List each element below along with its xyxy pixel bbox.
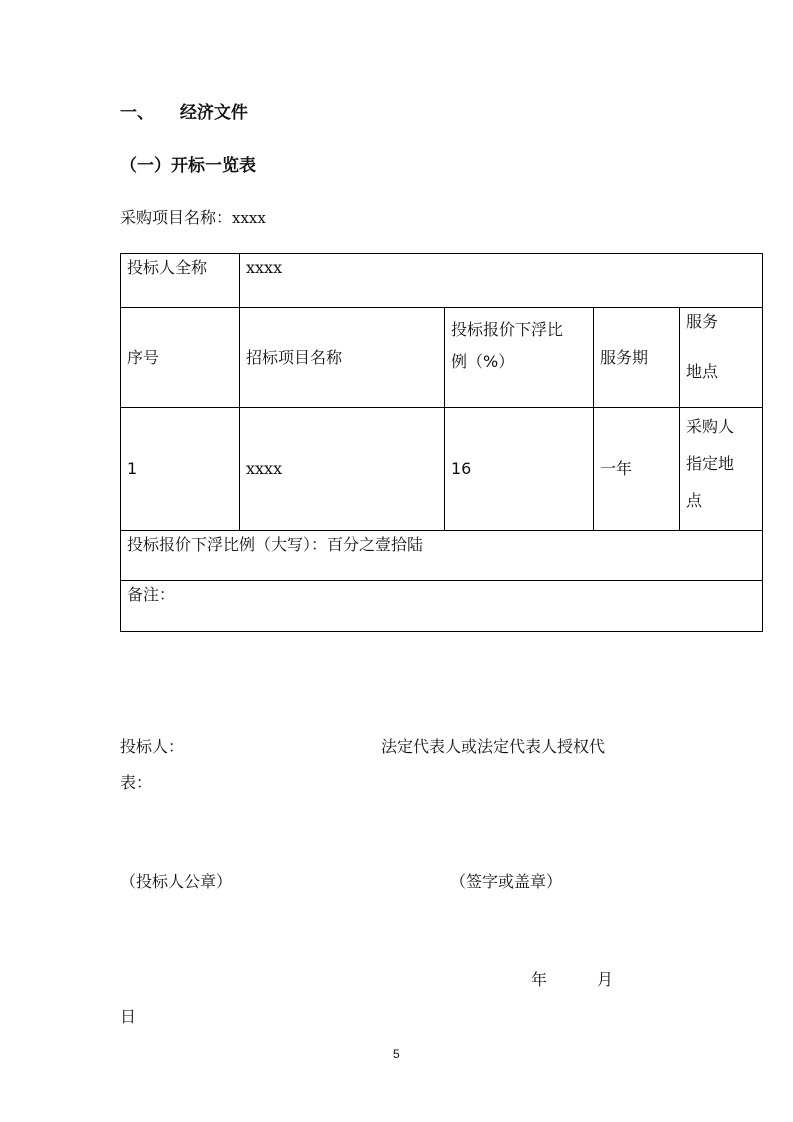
cell-location-line3: 点 [686, 491, 703, 510]
page-number: 5 [393, 1047, 400, 1061]
header-seq: 序号 [121, 308, 240, 408]
date-day-label: 日 [120, 1007, 137, 1026]
header-location-line2: 地点 [686, 362, 719, 381]
cell-location-line1: 采购人 [686, 417, 735, 436]
representative-label-line1: 法定代表人或法定代表人授权代 [381, 737, 606, 756]
date-month-label: 月 [597, 970, 614, 989]
project-name-label: 采购项目名称： [120, 208, 233, 227]
table-row [121, 408, 763, 531]
date-year-label: 年 [531, 970, 548, 989]
project-name-line [120, 205, 266, 228]
bidder-seal-label: （投标人公章） [120, 872, 233, 891]
header-discount-line1: 投标报价下浮比 [451, 320, 564, 339]
section-heading [120, 98, 248, 123]
header-project-name: 招标项目名称 [240, 308, 445, 408]
cell-location-line2: 指定地 [686, 454, 735, 473]
remarks-label: 备注： [121, 581, 763, 632]
cell-discount: 16 [445, 408, 594, 531]
sign-or-seal-label: （签字或盖章） [450, 872, 563, 891]
cell-project-name: xxxx [240, 408, 445, 531]
discount-in-words: 投标报价下浮比例（大写）：百分之壹拾陆 [121, 531, 763, 581]
table-row-bidder [121, 254, 763, 308]
cell-seq: 1 [121, 408, 240, 531]
header-location [680, 308, 763, 408]
subsection-title: （一）开标一览表 [120, 156, 256, 176]
header-service-period: 服务期 [594, 308, 680, 408]
bidder-label: 投标人： [120, 737, 185, 756]
section-title: 经济文件 [179, 103, 248, 123]
cell-service-period: 一年 [594, 408, 680, 531]
table-row-discount-words [121, 531, 763, 581]
bid-summary-table [120, 253, 763, 632]
representative-label-line2: 表： [120, 773, 153, 792]
bidder-full-name-label: 投标人全称 [121, 254, 240, 308]
section-number: 一、 [120, 103, 154, 123]
header-location-line1: 服务 [686, 312, 719, 331]
project-name-value: xxxx [232, 209, 266, 227]
header-discount-line2: 例（%） [451, 352, 515, 371]
table-header-row [121, 308, 763, 408]
header-discount [445, 308, 594, 408]
table-row-remarks [121, 581, 763, 632]
cell-location [680, 408, 763, 531]
bidder-full-name-value: xxxx [240, 254, 763, 308]
